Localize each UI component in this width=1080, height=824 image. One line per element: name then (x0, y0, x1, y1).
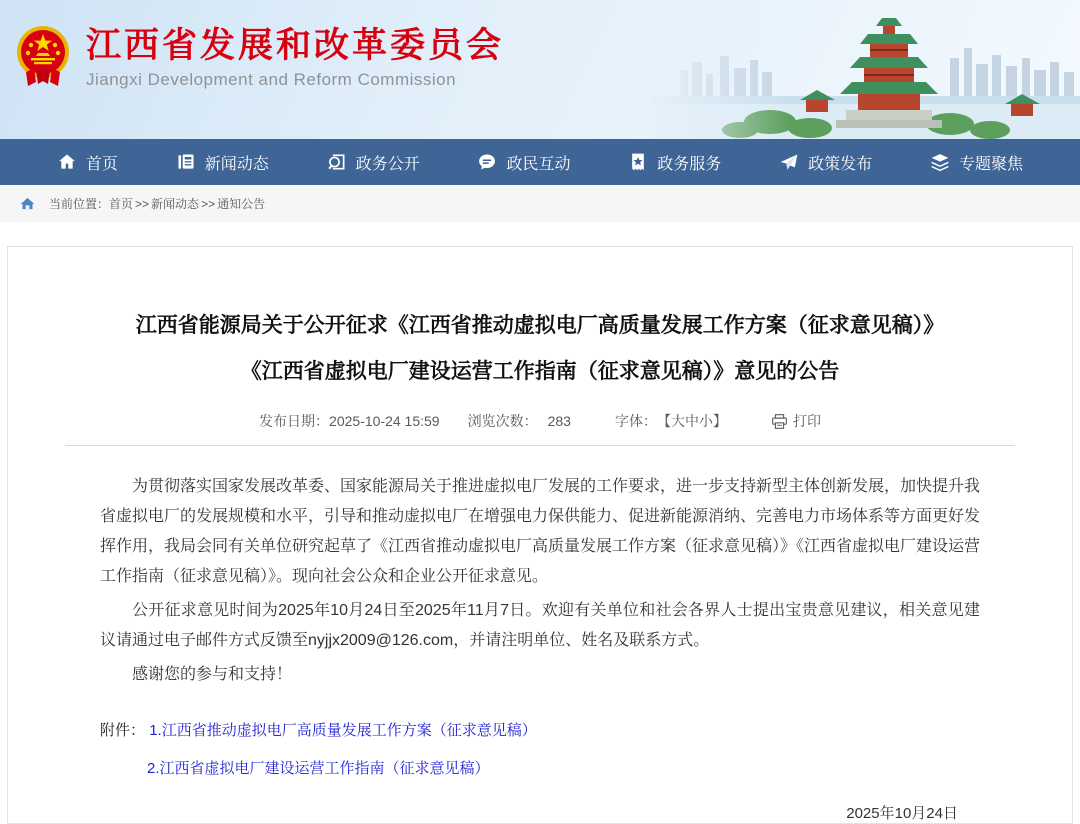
nav-item-label: 政民互动 (506, 155, 571, 173)
nav-item-label: 首页 (85, 155, 118, 173)
attachments (100, 712, 980, 788)
nav-item-interaction[interactable] (477, 151, 570, 174)
article-date: 2025年10月24日 (846, 805, 958, 822)
home-icon (57, 152, 77, 172)
content-panel (7, 246, 1073, 824)
breadcrumb-separator: >> (135, 196, 150, 211)
nav-item-topics[interactable] (930, 151, 1023, 174)
gov-open-icon (327, 152, 347, 172)
site-subtitle: Jiangxi Development and Reform Commission (86, 69, 457, 89)
breadcrumb-link-home[interactable]: 首页 (109, 197, 134, 211)
article-title-line1: 江西省能源局关于公开征求《江西省推动虚拟电厂高质量发展工作方案（征求意见稿）》 (135, 314, 945, 337)
site-header (0, 0, 1080, 139)
paragraph: 感谢您的参与和支持！ (132, 666, 293, 683)
print-button[interactable] (771, 411, 821, 431)
article-title-line2: 《江西省虚拟电厂建设运营工作指南（征求意见稿）》意见的公告 (240, 360, 840, 383)
topics-icon (930, 152, 950, 172)
attachments-label: 附件： (100, 722, 146, 739)
breadcrumb-link-news[interactable]: 新闻动态 (151, 197, 200, 211)
emblem-logo (14, 24, 72, 90)
attachment-link-2[interactable]: 2.江西省虚拟电厂建设运营工作指南（征求意见稿） (147, 760, 490, 777)
attachment-link-1[interactable]: 1.江西省推动虚拟电厂高质量发展工作方案（征求意见稿） (149, 722, 537, 739)
nav-item-label: 专题聚焦 (958, 155, 1023, 173)
breadcrumb-prefix: 当前位置： (49, 197, 110, 211)
pavilion-image (650, 0, 1080, 139)
news-icon (176, 152, 196, 172)
nav-item-policy[interactable] (779, 151, 872, 174)
nav-item-label: 政策发布 (808, 155, 873, 173)
print-label: 打印 (792, 413, 821, 429)
printer-icon (771, 414, 788, 429)
font-size-label: 字体： (614, 413, 657, 429)
services-icon (628, 152, 648, 172)
breadcrumb-separator: >> (201, 196, 216, 211)
article-body (8, 446, 1072, 823)
interaction-icon (477, 152, 497, 172)
views-value: 283 (547, 413, 571, 429)
main-nav (0, 139, 1080, 185)
article-meta (8, 411, 1072, 431)
paragraph: 公开征求意见时间为2025年10月24日至2025年11月7日。欢迎有关单位和社会各界人士提出宝贵意见建议，相关意见建议请通过电子邮件方式反馈至nyjjx2009@126.com，并请注明单位、姓名及联系方式。 (100, 602, 980, 649)
breadcrumb-link-notices[interactable]: 通知公告 (217, 197, 266, 211)
breadcrumb-home-icon (20, 197, 35, 210)
font-size-switcher[interactable]: 【大中小】 (656, 413, 727, 429)
nav-item-services[interactable] (628, 151, 721, 174)
nav-item-gov-open[interactable] (327, 151, 420, 174)
publish-date-label: 发布日期： (259, 413, 330, 429)
nav-item-label: 新闻动态 (204, 155, 269, 173)
nav-item-home[interactable] (57, 151, 118, 174)
nav-item-label: 政务公开 (355, 155, 420, 173)
article-title (8, 303, 1072, 395)
nav-item-news[interactable] (176, 151, 269, 174)
paragraph: 为贯彻落实国家发展改革委、国家能源局关于推进虚拟电厂发展的工作要求，进一步支持新型主体创新发展，加快提升我省虚拟电厂的发展规模和水平，引导和推动虚拟电厂在增强电力保供能力、促进新能源消纳、完善电力市场体系等方面更好发挥作用，我局会同有关单位研究起草了《江西省推动虚拟电厂高质量发展工作方案（征求意见稿）》《江西省虚拟电厂建设运营工作指南（征求意见稿）》。现向社会公众和企业公开征求意见。 (100, 478, 981, 585)
nav-item-label: 政务服务 (657, 155, 722, 173)
breadcrumb (0, 185, 1080, 222)
views-label: 浏览次数： (467, 413, 538, 429)
site-title: 江西省发展和改革委员会 (86, 25, 505, 65)
policy-icon (779, 152, 799, 172)
publish-date-value: 2025-10-24 15:59 (329, 413, 440, 429)
